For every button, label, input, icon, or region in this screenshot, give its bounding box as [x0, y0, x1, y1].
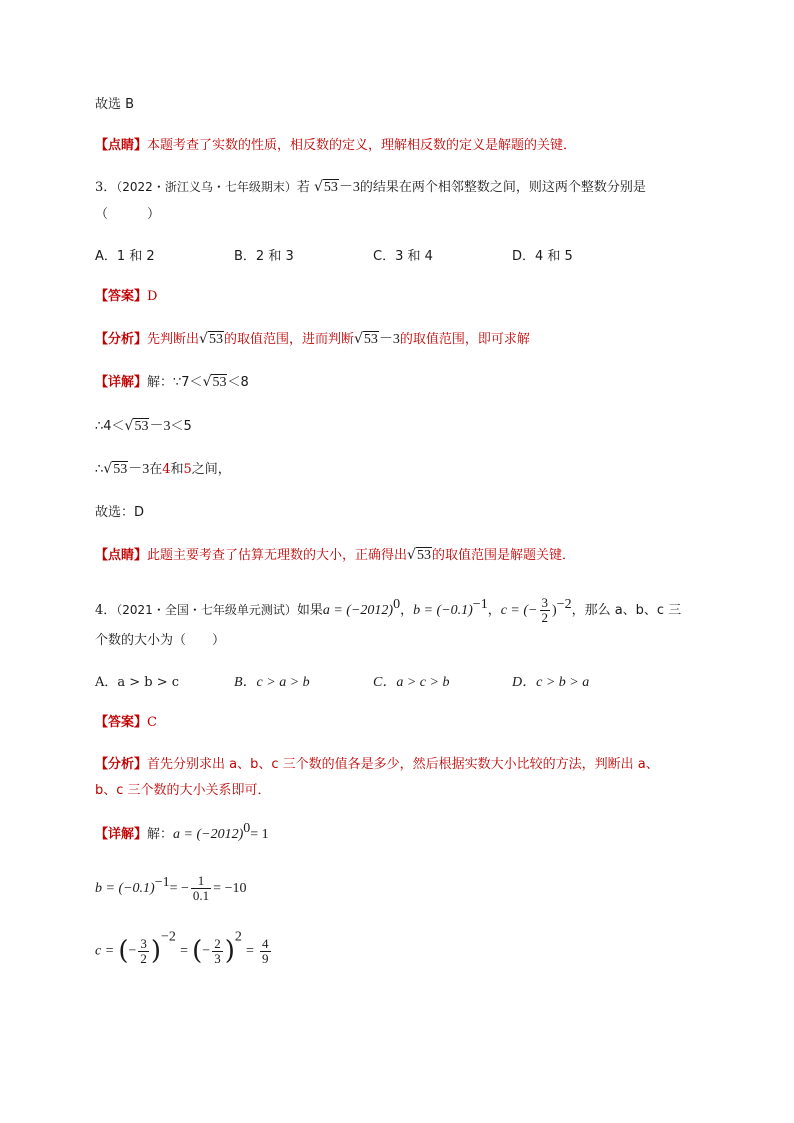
q3-paren: （ ） [95, 207, 161, 222]
q3-detail: 【详解】解：∵7＜√53＜8 [95, 374, 249, 390]
q4-c-fraction: $\frac{3}{2}$ [541, 595, 548, 625]
q3-step2: ∴√53－3在4和5之间， [95, 461, 231, 477]
q3-stem: 3．（2022・浙江义乌・七年级期末）若 √53－3的结果在两个相邻整数之间，则这两个整数分别是 [95, 179, 646, 195]
q4-stem-line2: 个数的大小为（ ） [95, 633, 226, 648]
c-fraction-2: $\frac{2}{3}$ [214, 935, 221, 966]
q4-option-c: C．a > c > b [373, 675, 450, 690]
b-fraction: $\frac{1}{0.1}$ [192, 873, 210, 903]
q4-answer: 【答案】C [95, 715, 157, 730]
q3-option-a: A．1 和 2 [95, 249, 155, 264]
sqrt-53: √53 [313, 179, 338, 195]
q4-analysis: 【分析】首先分别求出 a、b、c 三个数的值各是多少，然后根据实数大小比较的方法，判断出 a、 [95, 757, 659, 772]
q4-option-b: B．c > a > b [234, 675, 310, 690]
q3-options [95, 248, 651, 266]
q4-detail: 【详解】解：$a = (-2012)^0= 1$ [95, 821, 269, 842]
q4-b-line: $b = (-0.1)^{-1}=$ − $\frac{1}{0.1}$ = −10 [95, 873, 247, 903]
q3-step1: ∴4＜√53－3＜5 [95, 418, 192, 434]
q3-option-b: B．2 和 3 [234, 249, 294, 264]
q3-choose: 故选：D [95, 505, 145, 520]
q4-option-d: D．c > b > a [512, 675, 590, 690]
c-fraction-3: $\frac{4}{9}$ [262, 935, 269, 966]
q4-analysis-line2: b、c 三个数的大小关系即可． [95, 783, 271, 798]
q2-answer-line: 故选 B [95, 97, 135, 112]
q4-stem: 4．（2021・全国・七年级单元测试）如果$a = (-2012)^0$，$b = (-0.1)^{-1}$，c = (− $\frac{3}{2}$ )$^{-2}$，那么 a、b、c 三 [95, 595, 682, 625]
q3-option-c: C．3 和 4 [373, 249, 433, 264]
q3-comment: 【点睛】此题主要考查了估算无理数的大小，正确得出√53的取值范围是解题关键． [95, 547, 575, 563]
q3-option-d: D．4 和 5 [512, 249, 573, 264]
q4-options [95, 674, 651, 692]
q4-option-a: A．a > b > c [95, 675, 180, 690]
q4-c-line: c = (− $\frac{3}{2}$ )$^{-2}$ = (− $\frac{2}{3}$ )$^2$ = $\frac{4}{9}$ [95, 929, 269, 966]
q3-analysis: 【分析】先判断出√53的取值范围，进而判断√53－3的取值范围，即可求解 [95, 331, 530, 347]
q3-answer: 【答案】D [95, 289, 158, 304]
q2-comment: 【点睛】本题考查了实数的性质，相反数的定义，理解相反数的定义是解题的关键． [95, 138, 577, 153]
c-fraction-1: $\frac{3}{2}$ [140, 935, 147, 966]
